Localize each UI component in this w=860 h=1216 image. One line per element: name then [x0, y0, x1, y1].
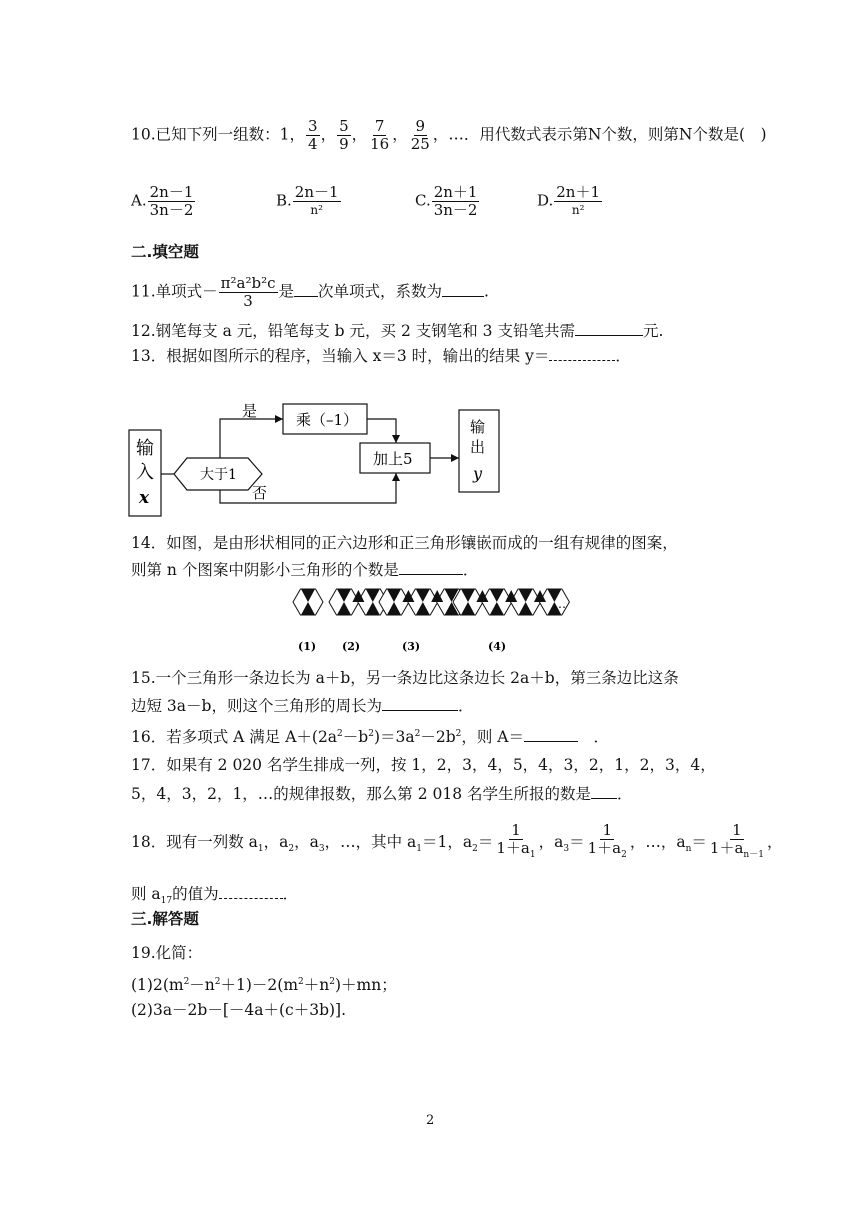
pattern-label: (2) — [342, 640, 361, 653]
answer-blank[interactable] — [219, 884, 283, 899]
question-17-line2: 5，4，3，2，1，…的规律报数，那么第 2 018 名学生所报的数是 ． — [131, 785, 633, 803]
multiply-label: 乘（–1） — [296, 411, 359, 429]
fraction: $\frac{9}{25}$ — [410, 117, 430, 153]
add-label: 加上5 — [373, 450, 413, 468]
answer-blank[interactable] — [524, 727, 578, 742]
answer-blank[interactable] — [575, 321, 643, 336]
answer-blank[interactable] — [294, 282, 318, 297]
input-label: 输 — [136, 438, 154, 459]
answer-blank[interactable] — [549, 346, 615, 361]
page-number: 2 — [426, 1113, 435, 1128]
question-14-line1: 14．如图，是由形状相同的正六边形和正三角形镶嵌而成的一组有规律的图案， — [131, 534, 678, 552]
question-16: 16．若多项式 A 满足 $A+(2a^2-b^2)=3a^2-2b^2$，则 A＝ ． — [131, 728, 610, 747]
svg-text:出: 出 — [470, 438, 486, 456]
fraction: $\frac{7}{16}$ — [370, 117, 390, 153]
answer-blank[interactable] — [382, 696, 458, 711]
svg-text:x: x — [139, 488, 150, 508]
question-15-line2: 边短 3a－b，则这个三角形的周长为 ． — [131, 697, 474, 715]
option-b: B. $\frac{2n-1}{\text{n²}}$ — [276, 183, 339, 217]
output-label: 输 — [470, 418, 486, 436]
option-d: D. $\frac{2n+1}{\text{n²}}$ — [537, 183, 601, 217]
answer-blank[interactable] — [442, 282, 484, 297]
program-flowchart — [128, 396, 508, 522]
question-17-line1: 17．如果有 2 020 名学生排成一列，按 1，2，3，4，5，4，3，2，1，2，3，4， — [131, 756, 716, 774]
question-18: 18．现有一列数 $a_1$，$a_2$，$a_3$，…，其中 $a_1=1$，$a_2=$ $\frac{1}{1+a_1}$ ，$a_3=$ $\frac{1}{1+a_2}$ ，…，$a_n=$ $\frac{1}{1+a_{n-1}}$ ， — [131, 821, 783, 860]
pattern-label: (1) — [298, 640, 317, 653]
option-a: A. $\frac{2n-1}{3n-2}$ — [131, 183, 194, 219]
question-19-part2: (2)3a－2b－[－4a＋(c＋3b)]. — [131, 1001, 347, 1019]
ellipsis: … — [554, 597, 566, 611]
yes-label: 是 — [242, 402, 258, 420]
fraction: $\frac{5}{9}$ — [339, 117, 349, 153]
question-14-line2: 则第 n 个图案中阴影小三角形的个数是 ． — [131, 561, 479, 579]
question-13: 13．根据如图所示的程序，当输入 x＝3 时，输出的结果 y＝ ． — [131, 347, 631, 365]
option-c: C. $\frac{2n+1}{3n-2}$ — [415, 183, 478, 219]
question-11: 11.单项式－ $\frac{\text{π²a²b²c}}{3}$ 是 次单项式，系数为 . — [131, 274, 489, 310]
question-18-line2: 则 $a_{17}$的值为 ． — [131, 885, 299, 907]
pattern-4 — [453, 589, 569, 615]
fraction: $\frac{3}{4}$ — [308, 117, 318, 153]
pattern-1 — [293, 589, 323, 615]
pattern-label: (4) — [488, 640, 507, 653]
no-label: 否 — [252, 484, 268, 502]
question-10: 10.已知下列一组数：1， $\frac{3}{4}$ ， $\frac{5}{9}$ ， $\frac{7}{16}$ ， $\frac{9}{25}$ ，…．用代数式表示第N个数，则第N个数是( ) — [131, 117, 767, 153]
question-19-part1: $(1)2(m^2-n^2+1)-2(m^2+n^2)+mn$； — [131, 976, 397, 995]
question-15-line1: 15.一个三角形一条边长为 a＋b，另一条边比这条边长 2a＋b，第三条边比这条 — [131, 669, 679, 687]
section-heading-fill-in: 二.填空题 — [131, 243, 199, 261]
q10-text: 10.已知下列一组数：1， — [131, 125, 306, 144]
svg-text:y: y — [473, 464, 483, 483]
section-heading-solutions: 三.解答题 — [131, 910, 199, 928]
condition-label: 大于1 — [200, 467, 237, 483]
answer-blank[interactable] — [399, 560, 463, 575]
pattern-label: (3) — [402, 640, 421, 653]
question-12: 12.钢笔每支 a 元，铅笔每支 b 元，买 2 支钢笔和 3 支铅笔共需 元. — [131, 322, 664, 340]
svg-text:入: 入 — [136, 462, 154, 483]
question-19-title: 19.化简： — [131, 944, 203, 962]
answer-blank[interactable] — [591, 784, 617, 799]
q10-tail: ，…．用代数式表示第N个数，则第N个数是( ) — [432, 125, 767, 144]
hexagon-triangle-pattern — [290, 582, 580, 656]
